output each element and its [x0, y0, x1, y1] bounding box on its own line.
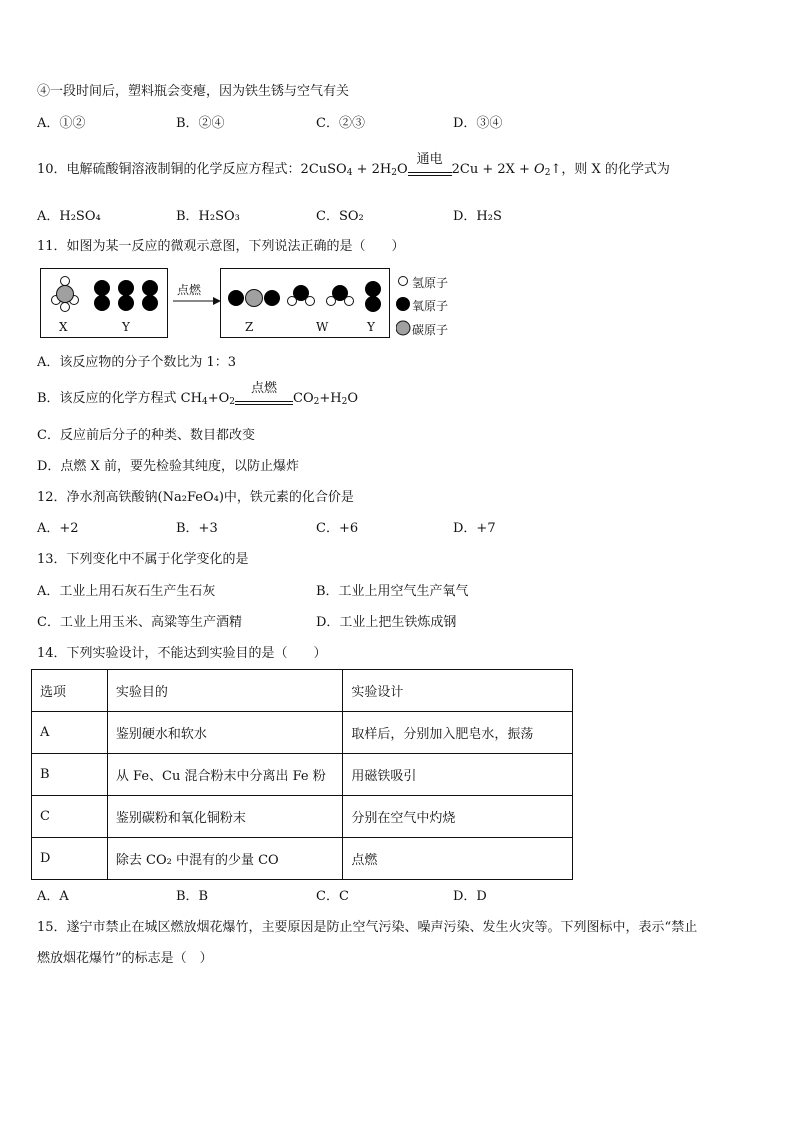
methane-molecule: [52, 277, 79, 312]
table-row: [32, 796, 573, 838]
q9-option-a: A．①②: [37, 116, 86, 131]
row-a-option: A: [32, 712, 108, 754]
q13-option-d: D．工业上把生铁炼成钢: [316, 615, 457, 630]
q11-option-b-condition-label: 点燃: [251, 381, 278, 396]
q9-statement-4: ④一段时间后，塑料瓶会变瘪，因为铁生锈与空气有关: [37, 84, 350, 99]
product-molecules: [220, 268, 388, 318]
q9-option-c: C．②③: [316, 116, 365, 131]
q14-option-a: A．A: [37, 889, 69, 904]
q11-option-a: A．该反应物的分子个数比为 1：3: [37, 355, 237, 370]
q10-condition: [408, 152, 452, 182]
q14-stem: 14．下列实验设计，不能达到实验目的是（ ）: [37, 646, 327, 661]
q11-option-d: D．点燃 X 前，要先检验其纯度，以防止爆炸: [37, 459, 299, 474]
row-d-purpose: 除去 CO₂ 中混有的少量 CO: [107, 838, 343, 880]
q9-option-b: B．②④: [176, 116, 225, 131]
q10-equation-left: 2CuSO$_4$ + $2H_2O$: [300, 162, 408, 178]
q13-stem: 13．下列变化中不属于化学变化的是: [37, 552, 249, 567]
q10-equals-bar: [408, 172, 452, 176]
legend-hydrogen: 氢原子: [412, 276, 449, 290]
q11-option-b-reactants: $_4+O_2$: [201, 391, 236, 407]
arrow-label: 点燃: [177, 283, 202, 297]
q10-option-c: C．SO₂: [316, 209, 364, 224]
carbon-atom-icon: [396, 321, 410, 335]
legend-oxygen: 氧原子: [412, 299, 449, 313]
q14-option-b: B．B: [176, 889, 209, 904]
q13-option-b: B．工业上用空气生产氧气: [316, 584, 469, 599]
legend-carbon: 碳原子: [412, 323, 449, 337]
q11-option-b: [37, 381, 358, 411]
oxygen-atom-icon: [396, 297, 410, 311]
label-w: W: [316, 320, 329, 334]
reactant-molecules: [40, 268, 166, 318]
label-y-reactant: Y: [122, 320, 130, 334]
q12-stem: 12．净水剂高铁酸钠(Na₂FeO₄)中，铁元素的化合价是: [37, 490, 354, 505]
label-x: X: [59, 320, 68, 334]
q15-line-2: 燃放烟花爆竹”的标志是（ ）: [37, 951, 213, 966]
water-molecule-2: [327, 285, 354, 306]
row-c-design: 分别在空气中灼烧: [343, 796, 573, 838]
q12-option-a: A．+2: [37, 521, 79, 536]
row-d-option: D: [32, 838, 108, 880]
hydrogen-atom-icon: [399, 277, 408, 286]
q10-option-a: A．H₂SO₄: [37, 209, 101, 224]
table-row: [32, 754, 573, 796]
q10-suffix: ，则 X 的化学式为: [561, 162, 670, 177]
experiment-table: [31, 669, 573, 880]
water-molecule-1: [288, 285, 315, 306]
row-b-purpose: 从 Fe、Cu 混合粉末中分离出 Fe 粉: [107, 754, 343, 796]
header-option: 选项: [32, 670, 108, 712]
table-header-row: [32, 670, 573, 712]
q12-option-d: D．+7: [453, 521, 496, 536]
q11-option-b-prefix: B．该反应的化学方程式 CH: [37, 391, 202, 406]
table-row: [32, 712, 573, 754]
header-design: 实验设计: [343, 670, 573, 712]
row-d-design: 点燃: [343, 838, 573, 880]
label-y-product: Y: [367, 320, 375, 334]
q13-option-c: C．工业上用玉米、高粱等生产酒精: [37, 615, 242, 630]
q10-prefix: 10．电解硫酸铜溶液制铜的化学反应方程式：: [37, 162, 301, 177]
label-z: Z: [245, 320, 254, 334]
reaction-diagram: [40, 268, 460, 338]
oxygen-remaining: [365, 281, 381, 312]
legend-icons: [396, 268, 412, 338]
q10-equation-right: $2Cu + 2X + O_2↑$: [451, 162, 562, 178]
q10-option-b: B．H₂SO₃: [176, 209, 240, 224]
row-b-design: 用磁铁吸引: [343, 754, 573, 796]
q14-option-c: C．C: [316, 889, 349, 904]
q15-line-1: 15．遂宁市禁止在城区燃放烟花爆竹，主要原因是防止空气污染、噪声污染、发生火灾等。下列图标中，表示“禁止: [37, 920, 698, 935]
q11-stem: 11．如图为某一反应的微观示意图，下列说法正确的是（ ）: [37, 239, 405, 254]
reaction-arrow-icon: [173, 296, 221, 306]
row-c-purpose: 鉴别碳粉和氧化铜粉末: [107, 796, 343, 838]
row-a-purpose: 鉴别硬水和软水: [107, 712, 343, 754]
q12-option-b: B．+3: [176, 521, 218, 536]
q12-option-c: C．+6: [316, 521, 359, 536]
row-b-option: B: [32, 754, 108, 796]
q10-option-d: D．H₂S: [453, 209, 502, 224]
row-a-design: 取样后，分别加入肥皂水，振荡: [343, 712, 573, 754]
q11-option-b-equals-bar: [235, 401, 293, 405]
q11-option-b-condition: [235, 381, 293, 411]
q10-condition-label: 通电: [416, 152, 443, 167]
q14-option-d: D．D: [453, 889, 487, 904]
q13-option-a: A．工业上用石灰石生产生石灰: [37, 584, 216, 599]
q9-option-d: D．③④: [453, 116, 503, 131]
header-purpose: 实验目的: [107, 670, 343, 712]
q10-stem: [37, 152, 670, 182]
q11-option-b-products: $CO_2+H_2O$: [293, 391, 358, 407]
q11-option-c: C．反应前后分子的种类、数目都改变: [37, 428, 255, 443]
table-row: [32, 838, 573, 880]
carbon-dioxide-molecule: [228, 290, 280, 307]
row-c-option: C: [32, 796, 108, 838]
oxygen-molecules: [94, 280, 158, 311]
